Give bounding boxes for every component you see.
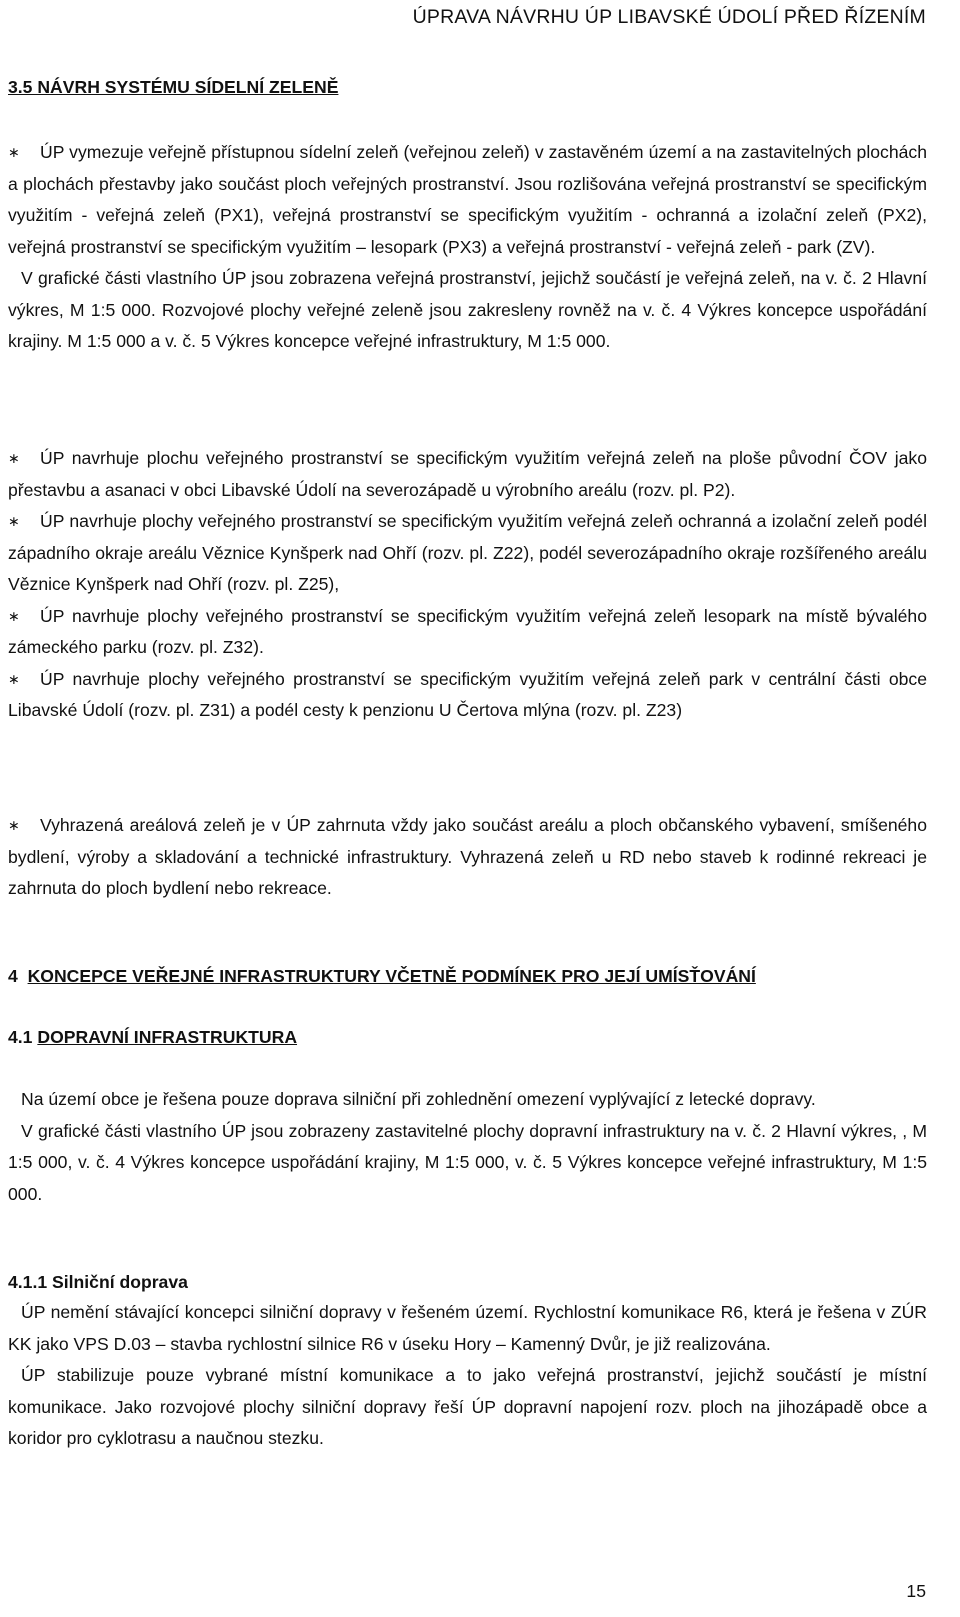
bullet-paragraph — [8, 810, 927, 905]
section-3-5-title: 3.5 NÁVRH SYSTÉMU SÍDELNÍ ZELENĚ — [8, 77, 339, 97]
section-3-5-heading — [8, 77, 338, 98]
section-4-1-body — [8, 1084, 927, 1210]
paragraph — [8, 263, 927, 358]
paragraph-text: ÚP navrhuje plochu veřejného prostranství se specifickým využitím veřejná zeleň na ploše původní ČOV jako přestavbu a asanaci v obci Libavské Údolí na severozápadě u výrobního areálu (rozv. pl. P2). — [8, 448, 927, 500]
paragraph-text: ÚP navrhuje plochy veřejného prostranství se specifickým využitím veřejná zeleň ochranná a izolační zeleň podél západního okraje areálu Věznice Kynšperk nad Ohří (rozv. pl. Z22), podél severozápadního okraje rozšířeného areálu Věznice Kynšperk nad Ohří (rozv. pl. Z25), — [8, 511, 927, 594]
paragraph-text: ÚP nemění stávající koncepci silniční dopravy v řešeném území. Rychlostní komunikace R6, která je řešena v ZÚR KK jako VPS D.03 – stavba rychlostní silnice R6 v úseku Hory – Kamenný Dvůr, je již realizována. — [8, 1302, 927, 1354]
paragraph — [8, 1360, 927, 1455]
section-4-1-number: 4.1 — [8, 1027, 33, 1047]
bullet-icon: ∗ — [8, 450, 20, 466]
paragraph — [8, 1116, 927, 1211]
section-4-title: KONCEPCE VEŘEJNÉ INFRASTRUKTURY VČETNĚ PODMÍNEK PRO JEJÍ UMÍSŤOVÁNÍ — [27, 966, 756, 986]
paragraph-text: Na území obce je řešena pouze doprava silniční při zohlednění omezení vyplývající z letecké dopravy. — [21, 1089, 816, 1109]
running-header: ÚPRAVA NÁVRHU ÚP LIBAVSKÉ ÚDOLÍ PŘED ŘÍZENÍM — [412, 6, 926, 28]
paragraph — [8, 1084, 927, 1116]
paragraph-text: ÚP stabilizuje pouze vybrané místní komunikace a to jako veřejná prostranství, jejichž součástí je místní komunikace. Jako rozvojové plochy silniční dopravy řeší ÚP dopravní napojení rozv. ploch na jihozápadě obce a koridor pro cyklotrasu a naučnou stezku. — [8, 1365, 927, 1448]
bullet-icon: ∗ — [8, 607, 20, 624]
bullet-paragraph — [8, 506, 927, 601]
paragraph-text: ÚP navrhuje plochy veřejného prostranství se specifickým využitím veřejná zeleň lesopark na místě bývalého zámeckého parku (rozv. pl. Z32). — [8, 605, 927, 657]
bullet-paragraph — [8, 443, 927, 506]
section-4-1-title: DOPRAVNÍ INFRASTRUKTURA — [37, 1027, 298, 1047]
paragraph-text: Vyhrazená areálová zeleň je v ÚP zahrnuta vždy jako součást areálu a ploch občanského vybavení, smíšeného bydlení, výroby a skladování a technické infrastruktury. Vyhrazená zeleň u RD nebo staveb k rodinné rekreaci je zahrnuta do ploch bydlení nebo rekreace. — [8, 815, 927, 898]
paragraph-text: V grafické části vlastního ÚP jsou zobrazeny zastavitelné plochy dopravní infrastruktury na v. č. 2 Hlavní výkres, , M 1:5 000, v. č. 4 Výkres koncepce uspořádání krajiny, M 1:5 000, v. č. 5 Výkres koncepce veřejné infrastruktury, M 1:5 000. — [8, 1120, 927, 1204]
paragraph-text: ÚP vymezuje veřejně přístupnou sídelní zeleň (veřejnou zeleň) v zastavěném území a na zastavitelných plochách a plochách přestavby jako součást ploch veřejných prostranství. Jsou rozlišována veřejná prostranství se specifickým využitím - veřejná zeleň (PX1), veřejná prostranství se specifickým využitím - ochranná a izolační zeleň (PX2), veřejná prostranství se specifickým využitím – lesopark (PX3) a veřejná prostranství - veřejná zeleň - park (ZV). — [8, 142, 927, 257]
section-3-5-reserved-greenery — [8, 810, 927, 905]
section-4-1-1-heading: 4.1.1 Silniční doprava — [8, 1272, 188, 1292]
section-4-1-1-body — [8, 1297, 927, 1455]
bullet-icon: ∗ — [8, 670, 20, 687]
bullet-icon: ∗ — [8, 144, 20, 160]
paragraph — [8, 1297, 927, 1360]
paragraph-text: V grafické části vlastního ÚP jsou zobrazena veřejná prostranství, jejichž součástí je veřejná zeleň, na v. č. 2 Hlavní výkres, M 1:5 000. Rozvojové plochy veřejné zeleně jsou zakresleny rovněž na v. č. 4 Výkres koncepce uspořádání krajiny. M 1:5 000 a v. č. 5 Výkres koncepce veřejné infrastruktury, M 1:5 000. — [8, 268, 927, 351]
page-number: 15 — [906, 1581, 926, 1601]
section-3-5-body — [8, 137, 927, 358]
section-4-1-heading — [8, 1027, 297, 1048]
bullet-icon: ∗ — [8, 817, 20, 833]
section-3-5-proposals — [8, 443, 927, 727]
section-4-heading — [8, 966, 756, 987]
section-4-number: 4 — [8, 966, 18, 986]
bullet-paragraph — [8, 601, 927, 664]
bullet-paragraph — [8, 137, 927, 263]
bullet-icon: ∗ — [8, 513, 20, 529]
bullet-paragraph — [8, 664, 927, 727]
paragraph-text: ÚP navrhuje plochy veřejného prostranství se specifickým využitím veřejná zeleň park v centrální části obce Libavské Údolí (rozv. pl. Z31) a podél cesty k penzionu U Čertova mlýna (rozv. pl. Z23) — [8, 668, 927, 720]
